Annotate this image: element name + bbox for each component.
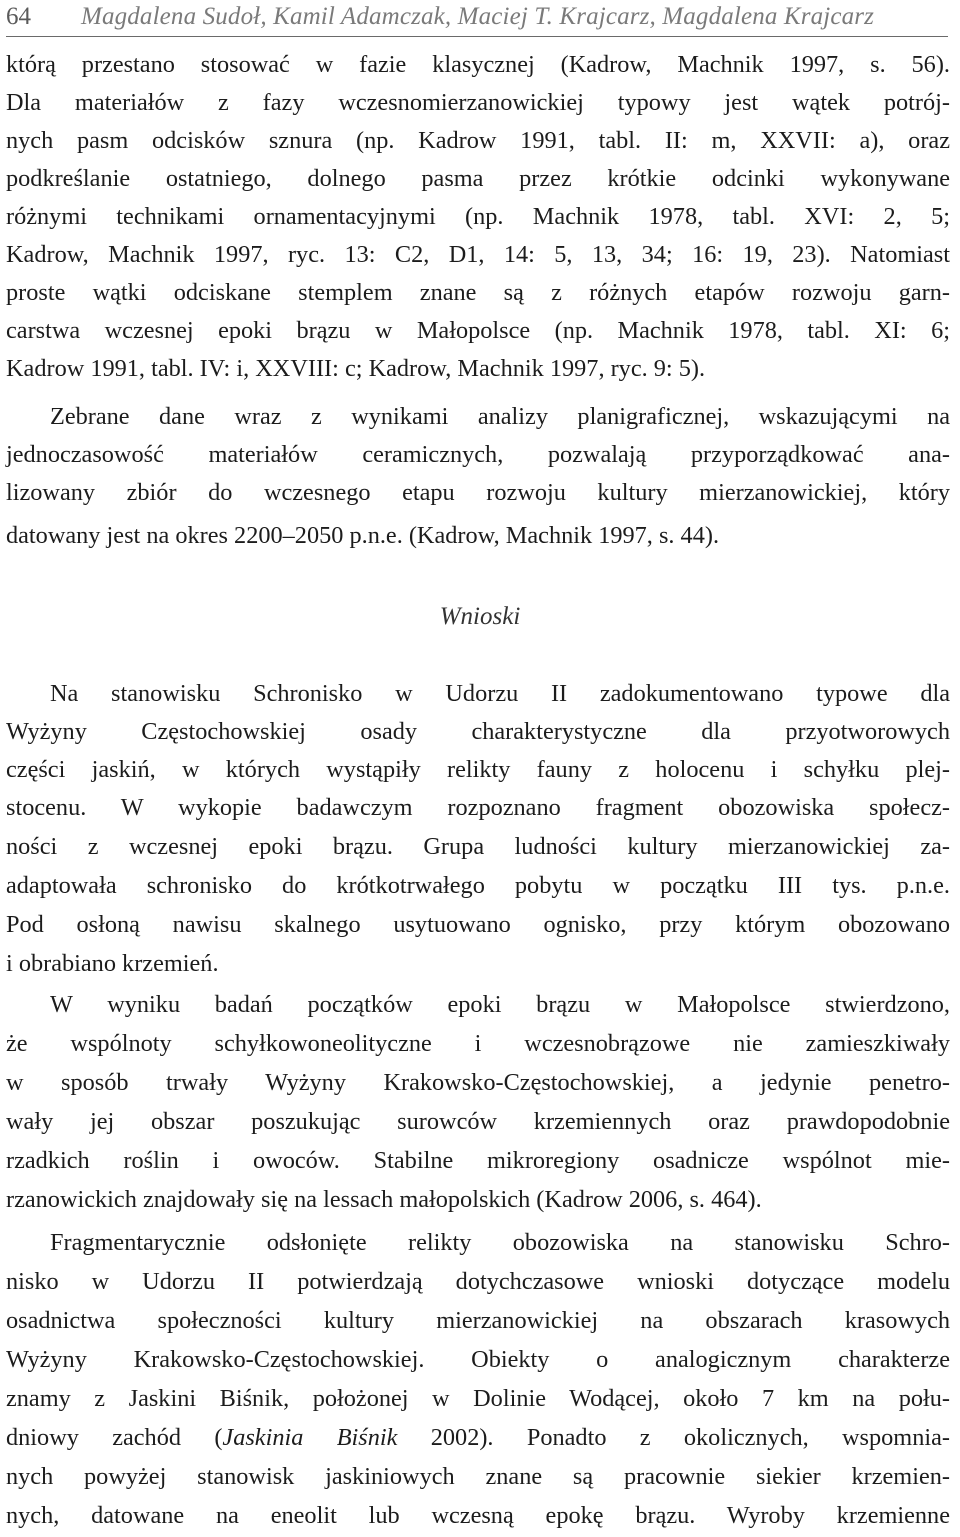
text-line: Wyżyny Krakowsko-Częstochowskiej. Obiekty o analogicznym charakterze [6, 1346, 950, 1373]
text-line-with-citation [6, 1419, 950, 1457]
text-line: podkreślanie ostatniego, dolnego pasma przez krótkie odcinki wykonywane [6, 165, 950, 192]
page-number: 64 [6, 3, 31, 30]
text-line: Pod osłoną nawisu skalnego usytuowano ognisko, przy którym obozowano [6, 911, 950, 938]
text-line: w sposób trwały Wyżyny Krakowsko-Częstochowskiej, a jedynie penetro- [6, 1069, 950, 1096]
text-line: Na stanowisku Schronisko w Udorzu II zadokumentowano typowe dla [50, 680, 950, 707]
text-line: nych pasm odcisków sznura (np. Kadrow 1991, tabl. II: m, XXVII: a), oraz [6, 127, 950, 154]
text-line: adaptowała schronisko do krótkotrwałego pobytu w początku III tys. p.n.e. [6, 872, 950, 899]
text-line: Dla materiałów z fazy wczesnomierzanowickiej typowy jest wątek potrój- [6, 89, 950, 116]
text-line: lizowany zbiór do wczesnego etapu rozwoju kultury mierzanowickiej, który [6, 479, 950, 506]
text-line: Zebrane dane wraz z wynikami analizy planigraficznej, wskazującymi na [50, 403, 950, 430]
text-line: rzanowickich znajdowały się na lessach małopolskich (Kadrow 2006, s. 464). [6, 1186, 762, 1213]
text-line: carstwa wczesnej epoki brązu w Małopolsce (np. Machnik 1978, tabl. XI: 6; [6, 317, 950, 344]
text-line: proste wątki odciskane stemplem znane są z różnych etapów rozwoju garn- [6, 279, 950, 306]
text-line: nych powyżej stanowisk jaskiniowych znane są pracownie siekier krzemien- [6, 1463, 950, 1490]
header-rule [6, 36, 948, 37]
text-line: datowany jest na okres 2200–2050 p.n.e. (Kadrow, Machnik 1997, s. 44). [6, 522, 720, 549]
text-line: którą przestano stosować w fazie klasycznej (Kadrow, Machnik 1997, s. 56). [6, 51, 950, 78]
text-line: rzadkich roślin i owoców. Stabilne mikroregiony osadnicze wspólnot mie- [6, 1147, 950, 1174]
text-line: osadnictwa społeczności kultury mierzanowickiej na obszarach krasowych [6, 1307, 950, 1334]
running-head: Magdalena Sudoł, Kamil Adamczak, Maciej T. Krajcarz, Magdalena Krajcarz [81, 3, 875, 30]
text-line: wały jej obszar poszukując surowców krzemiennych oraz prawdopodobnie [6, 1108, 950, 1135]
text-line: że wspólnoty schyłkowoneolityczne i wczesnobrązowe nie zamieszkiwały [6, 1030, 950, 1057]
text-line: Fragmentarycznie odsłonięte relikty obozowiska na stanowisku Schro- [50, 1229, 950, 1256]
text-line: nych, datowane na eneolit lub wczesną epokę brązu. Wyroby krzemienne [6, 1502, 950, 1529]
page-header [6, 2, 954, 36]
text-segment: dniowy zachód ( [6, 1424, 223, 1451]
text-line: jednoczasowość materiałów ceramicznych, pozwalają przyporządkować ana- [6, 441, 950, 468]
text-line: W wyniku badań początków epoki brązu w Małopolsce stwierdzono, [50, 991, 950, 1018]
text-line: części jaskiń, w których wystąpiły relikty fauny z holocenu i schyłku plej- [6, 756, 950, 783]
text-line: znamy z Jaskini Biśnik, położonej w Dolinie Wodącej, około 7 km na połu- [6, 1385, 950, 1412]
text-line: Wyżyny Częstochowskiej osady charakterystyczne dla przyotworowych [6, 718, 950, 745]
italic-citation: Jaskinia Biśnik [222, 1424, 398, 1451]
text-line: Kadrow 1991, tabl. IV: i, XXVIII: c; Kadrow, Machnik 1997, ryc. 9: 5). [6, 355, 706, 382]
text-line: ności z wczesnej epoki brązu. Grupa ludności kultury mierzanowickiej za- [6, 833, 950, 860]
text-line: stocenu. W wykopie badawczym rozpoznano fragment obozowiska społecz- [6, 794, 950, 821]
text-line: i obrabiano krzemień. [6, 950, 219, 977]
text-line: nisko w Udorzu II potwierdzają dotychczasowe wnioski dotyczące modelu [6, 1268, 950, 1295]
text-line: Kadrow, Machnik 1997, ryc. 13: C2, D1, 14: 5, 13, 34; 16: 19, 23). Natomiast [6, 241, 950, 268]
section-heading: Wnioski [439, 603, 521, 630]
text-line: różnymi technikami ornamentacyjnymi (np. Machnik 1978, tabl. XVI: 2, 5; [6, 203, 950, 230]
text-segment: 2002). Ponadto z okolicznych, wspomnia- [397, 1424, 950, 1451]
